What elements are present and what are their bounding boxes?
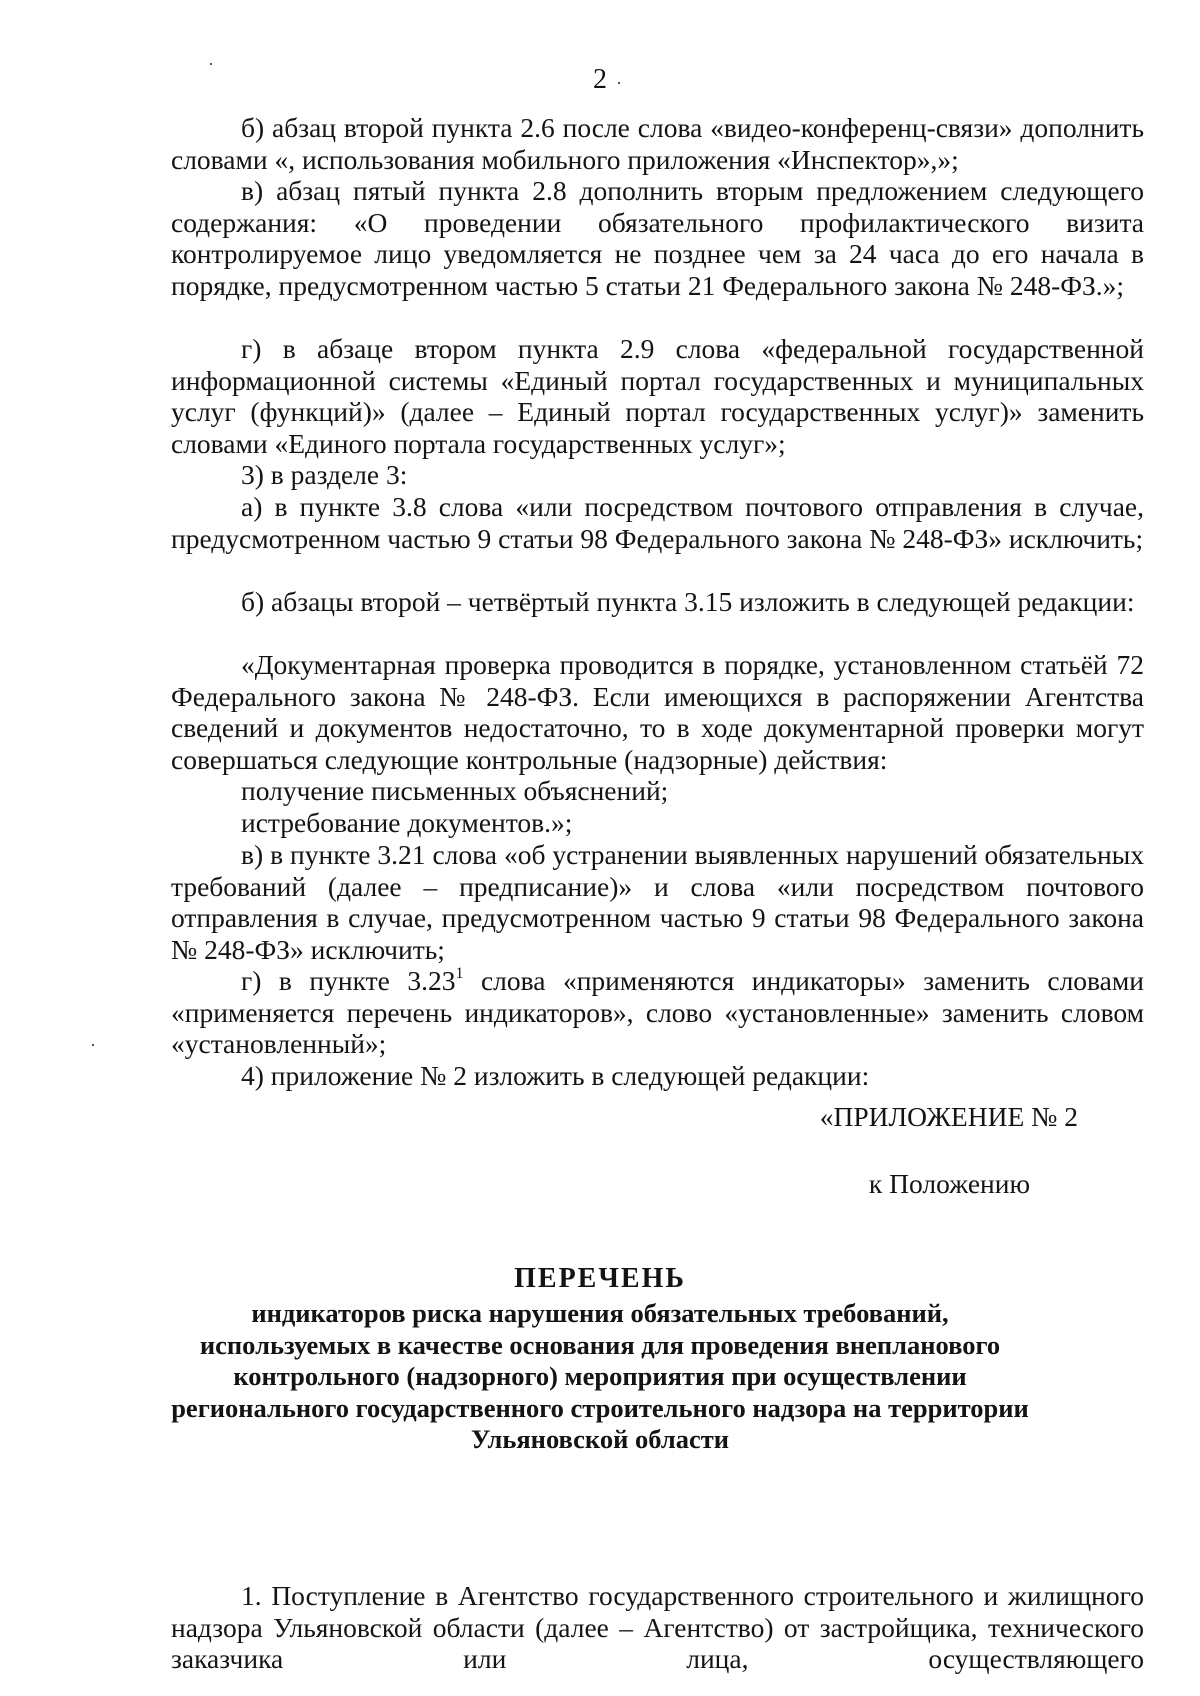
section-3-heading: 3) в разделе 3: [241,459,408,490]
paragraph-b-3-15: б) абзацы второй – четвёртый пункта 3.15 изложить в следующей редакции: [241,586,1135,617]
title-line: регионального государственного строительного надзора на территории [171,1392,1029,1423]
paragraph-document-request: истребование документов.»; [241,807,573,838]
appendix-reference: к Положению [868,1168,1030,1199]
paragraph-a-3-8: а) в пункте 3.8 слова «или посредством почтового отправления в случае, предусмотренном частью 9 статьи 98 Федерального закона № 248-ФЗ» исключить; [171,491,1144,554]
paragraph-v-2-8: в) абзац пятый пункта 2.8 дополнить вторым предложением следующего содержания: «О проведении обязательного профилактического визита контролируемое лицо уведомляется не позднее чем за 24 часа до его начала в порядке, предусмотренном частью 5 статьи 21 Федерального закона № 248-ФЗ.»; [171,175,1144,301]
title-line: индикаторов риска нарушения обязательных требований, [251,1298,949,1328]
list-title [0,1260,1200,1456]
paragraph-g-3-23 [171,965,1144,1060]
title-line: используемых в качестве основания для проведения внепланового [199,1329,1001,1360]
appendix-label: «ПРИЛОЖЕНИЕ № 2 [819,1101,1078,1132]
title-heading: ПЕРЕЧЕНЬ [514,1263,686,1294]
indicator-list [171,1580,1144,1675]
scan-dot [92,1044,94,1046]
document-body [171,112,1144,1092]
paragraph-documentary-check: «Документарная проверка проводится в порядке, установленном статьёй 72 Федерального закона № 248-ФЗ. Если имеющихся в распоряжении Агентства сведений и документов недостаточно, то в ходе документарной проверки могут совершаться следующие контрольные (надзорные) действия: [171,649,1144,775]
paragraph-g-3-23-rest: слова «применяются индикаторы» заменить словами «применяется перечень индикаторов», слово «установленные» заменить словом «установленный»; [171,965,1144,1059]
superscript-index: 1 [455,965,464,982]
list-item: 1. Поступление в Агентство государственного строительного и жилищного надзора Ульяновской области (далее – Агентство) от застройщика, технического заказчика или лица, осуществляющего [171,1580,1144,1674]
paragraph-written-explanations: получение письменных объяснений; [241,775,669,806]
paragraph-v-3-21: в) в пункте 3.21 слова «об устранении выявленных нарушений обязательных требований (далее – предписание)» и слова «или посредством почтового отправления в случае, предусмотренном частью 9 статьи 98 Федерального закона № 248-ФЗ» исключить; [171,839,1144,965]
page-number: 2 [593,64,607,95]
paragraph-g-2-9: г) в абзаце втором пункта 2.9 слова «федеральной государственной информационной системы «Единый портал государственных и муниципальных услуг (функций)» (далее – Единый портал государственных услуг)» заменить словами «Единого портала государственных услуг»; [171,333,1144,459]
paragraph-appendix-2: 4) приложение № 2 изложить в следующей редакции: [241,1060,870,1091]
paragraph-b-2-6: б) абзац второй пункта 2.6 после слова «видео-конференц-связи» дополнить словами «, использования мобильного приложения «Инспектор»,»; [171,112,1144,175]
paragraph-g-3-23-start: г) в пункте 3.23 [241,965,456,996]
title-line: контрольного (надзорного) мероприятия при осуществлении [233,1361,967,1391]
title-line: Ульяновской области [471,1424,729,1454]
